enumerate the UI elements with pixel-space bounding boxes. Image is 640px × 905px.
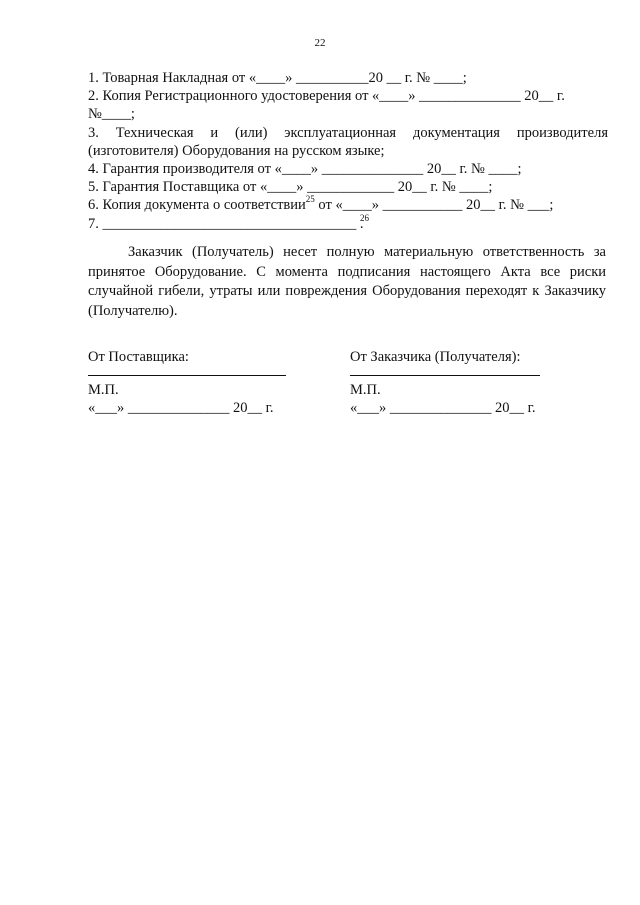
list-item-conformity-document [88,193,608,214]
list-item-supplier-warranty: 5. Гарантия Поставщика от «____» ____________ 20__ г. № ____; [88,179,493,196]
footnote-marker-25: 25 [305,193,315,204]
attached-documents-list [88,69,608,233]
supplier-signature-block [88,348,288,417]
supplier-signature-line [88,375,286,376]
list-item-other-document [88,212,608,233]
conformity-document-date: от «____» ___________ 20__ г. № ___; [314,197,554,214]
list-item-technical-documentation: 3. Техническая и (или) эксплуатационная документация производителя [88,124,608,141]
page-number: 22 [314,37,326,49]
customer-heading: От Заказчика (Получателя): [350,349,521,365]
list-item-consignment-note: 1. Товарная Накладная от «____» __________20 __ г. № ____; [88,70,467,86]
list-item-registration-certificate-number: №____; [88,106,135,123]
footnote-marker-26: 26 [360,212,369,223]
customer-signature-block [350,348,550,417]
customer-date: «___» ______________ 20__ г. [350,400,536,416]
liability-paragraph: Заказчик (Получатель) несет полную материальную ответственность за принятое Оборудование. С момента подписания настоящего Акта все риски случайной гибели, утраты или повреждения Оборудования переходят к Заказчику (Получателю). [88,244,606,319]
supplier-date: «___» ______________ 20__ г. [88,400,274,416]
supplier-stamp-label: М.П. [88,382,119,398]
customer-stamp-label: М.П. [350,382,381,398]
list-item-registration-certificate: 2. Копия Регистрационного удостоверения от «____» ______________ 20__ г. [88,88,565,105]
other-document-blank: 7. ___________________________________ . [88,215,364,232]
list-item-technical-documentation-cont: (изготовителя) Оборудования на русском языке; [88,142,385,159]
list-item-manufacturer-warranty: 4. Гарантия производителя от «____» ______________ 20__ г. № ____; [88,161,522,178]
supplier-heading: От Поставщика: [88,349,189,365]
conformity-document-label: 6. Копия документа о соответствии [88,197,306,214]
customer-signature-line [350,375,540,376]
